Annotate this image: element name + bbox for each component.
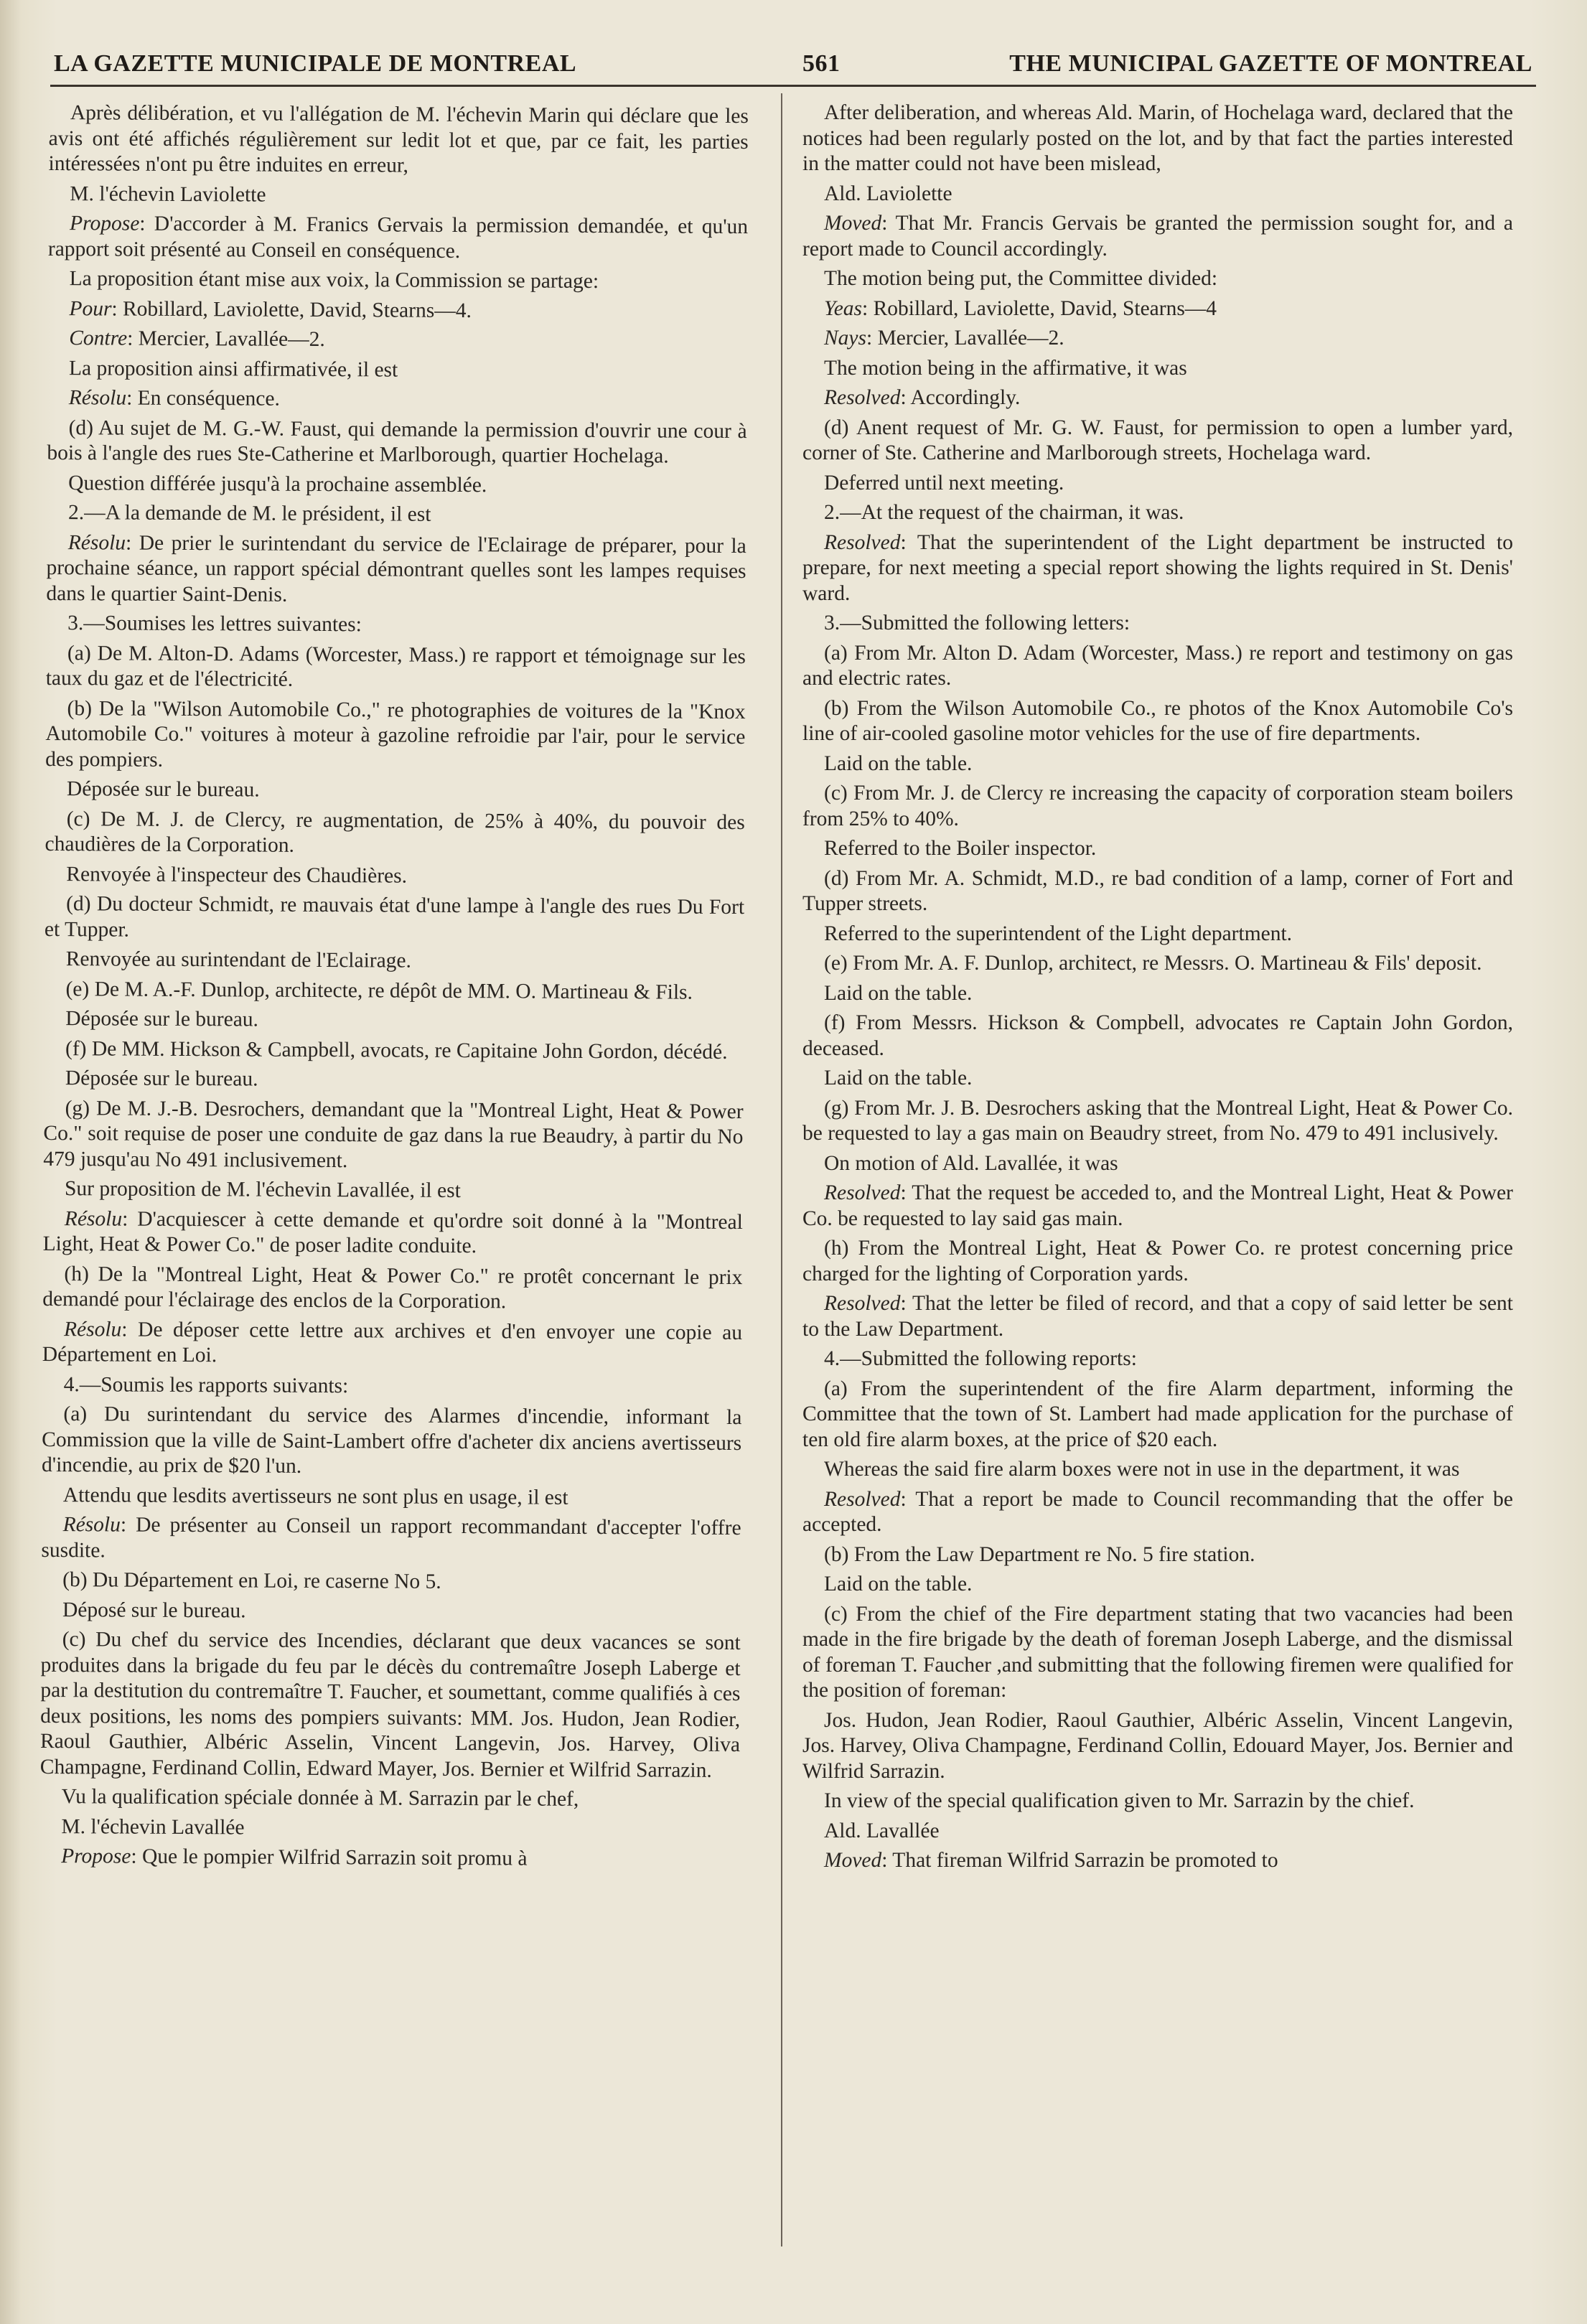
motion-label: Résolu: [63, 1317, 122, 1341]
paragraph-text: : Robillard, Laviolette, David, Stearns—4: [862, 296, 1217, 320]
paragraph-text: : That a report be made to Council recommanding that the offer be accepted.: [802, 1487, 1513, 1536]
paragraph: [802, 326, 1513, 352]
paragraph: [802, 1151, 1513, 1177]
paragraph-text: Referred to the Boiler inspector.: [824, 837, 1097, 860]
paragraph-text: On motion of Ald. Lavallée, it was: [824, 1151, 1118, 1175]
paragraph: [44, 1066, 744, 1095]
paragraph: [41, 1597, 741, 1626]
paragraph: [802, 1848, 1513, 1874]
page-number: 561: [802, 50, 841, 77]
paragraph-text: Attendu que lesdits avertisseurs ne sont plus en usage, il est: [62, 1483, 568, 1509]
paragraph-text: Laid on the table.: [824, 981, 973, 1005]
paragraph-text: (f) From Messrs. Hickson & Compbell, advocates re Captain John Gordon, deceased.: [802, 1011, 1513, 1060]
paragraph-text: Renvoyée au surintendant de l'Eclairage.: [65, 947, 412, 973]
paragraph: [43, 1095, 744, 1176]
motion-label: Moved: [824, 212, 882, 235]
paragraph-text: (g) From Mr. J. B. Desrochers asking that the Montreal Light, Heat & Power Co. be requested to lay a gas main on Beaudry street, from No. 479 to 491 inclusively.: [802, 1096, 1513, 1145]
paragraph: [47, 385, 747, 415]
paragraph-text: Laid on the table.: [824, 751, 973, 775]
paragraph: [47, 500, 746, 530]
paragraph: [802, 416, 1513, 467]
paragraph-text: 3.—Submitted the following letters:: [824, 612, 1130, 634]
paragraph-text: (g) De M. J.-B. Desrochers, demandant que la "Montreal Light, Heat & Power Co." soit requise de poser une conduite de gaz dans la rue Beaudry, à partir du No 479 jusqu'au No 491 inclusivement.: [43, 1096, 744, 1172]
paragraph-text: (d) Anent request of Mr. G. W. Faust, for permission to open a lumber yard, corner of Ste. Catherine and Marlborough streets, Hochelaga ward.: [802, 416, 1513, 464]
paragraph: [802, 1181, 1513, 1232]
paragraph: [43, 1176, 743, 1206]
paragraph-text: Referred to the superintendent of the Light department.: [824, 922, 1293, 945]
paragraph-text: : En conséquence.: [126, 386, 281, 411]
paragraph-text: : De prier le surintendant du service de l'Eclairage de préparer, pour la prochaine séance, un rapport spécial démontrant quelles sont les lampes requises dans le quartier Saint-Denis.: [46, 531, 746, 606]
paragraph: [46, 611, 746, 640]
paragraph: [47, 415, 746, 469]
paragraph-text: Sur proposition de M. l'échevin Lavallée, il est: [64, 1177, 461, 1203]
motion-label: Pour: [69, 296, 112, 320]
motion-label: Nays: [824, 327, 866, 350]
paragraph-text: In view of the special qualification given to Mr. Sarrazin by the chief.: [824, 1789, 1415, 1812]
paragraph-text: (b) From the Wilson Automobile Co., re photos of the Knox Automobile Co's line of air-cooled gasoline motor vehicles for the use of fire departments.: [802, 696, 1513, 745]
paragraph-text: (c) Du chef du service des Incendies, déclarant que deux vacances se sont produites dans la brigade du feu par le décès du contremaître Joseph Laberge et par la destitution du contremaître T. Faucher, et soumettant, comme qualifiés à ces deux positions, les noms des pompiers suivants: MM. Jos. Hudon, Jean Rodier, Raoul Gauthier, Albéric Asselin, Vincent Langevin, Jos. Harvey, Oliva Champagne, Ferdinand Collin, Edward Mayer, Jos. Bernier et Wilfrid Sarrazin.: [39, 1628, 741, 1782]
paragraph-text: 4.—Soumis les rapports suivants:: [63, 1372, 349, 1397]
paragraph-text: : Mercier, Lavallée—2.: [127, 327, 325, 352]
paragraph: [802, 500, 1513, 526]
paragraph: [802, 471, 1513, 497]
paragraph-text: The motion being put, the Committee divided:: [824, 267, 1218, 290]
paragraph: [802, 1487, 1513, 1538]
paragraph-text: (c) From the chief of the Fire department stating that two vacancies had been made in the fire brigade by the death of foreman Joseph Laberge, and the dismissal of foreman T. Faucher ,and submitting that the following firemen were qualified for the position of foreman:: [802, 1602, 1513, 1702]
paragraph-text: 2.—A la demande de M. le président, il est: [67, 501, 431, 526]
paragraph: [802, 1291, 1513, 1342]
paragraph: [39, 1844, 739, 1873]
paragraph: [44, 1036, 744, 1065]
paragraph-text: : That the superintendent of the Light department be instructed to prepare, for next meeting a special report showing the lights required in St. Denis' ward.: [802, 530, 1513, 605]
paragraph: [802, 1819, 1513, 1845]
paragraph: [46, 640, 746, 695]
english-column: [802, 100, 1513, 1878]
paragraph-text: Déposée sur le bureau.: [65, 1007, 259, 1031]
paragraph: [45, 891, 744, 946]
motion-label: Résolu: [62, 1513, 121, 1537]
paragraph-text: Après délibération, et vu l'allégation de M. l'échevin Marin qui déclare que les avis ont été affichés régulièrement sur ledit lot et que, par ce fait, les parties intéressées n'ont pu être induites en erreur,: [48, 101, 749, 177]
paragraph-text: Ald. Lavallée: [824, 1819, 940, 1842]
paragraph: [45, 947, 744, 976]
paragraph-text: (e) From Mr. A. F. Dunlop, architect, re Messrs. O. Martineau & Fils' deposit.: [824, 952, 1482, 975]
paragraph: [802, 1602, 1513, 1704]
motion-label: Yeas: [824, 296, 863, 320]
paragraph: [802, 1789, 1513, 1814]
paragraph-text: (h) De la "Montreal Light, Heat & Power Co." re protêt concernant le prix demandé pour l'éclairage des enclos de la Corporation.: [42, 1262, 743, 1313]
paragraph: [802, 1457, 1513, 1483]
paragraph-text: Jos. Hudon, Jean Rodier, Raoul Gauthier, Albéric Asselin, Vincent Langevin, Jos. Harvey, Oliva Champagne, Ferdinand Collin, Edouard Mayer, Jos. Bernier and Wilfrid Sarrazin.: [802, 1708, 1513, 1783]
paragraph-text: The motion being in the affirmative, it was: [824, 356, 1187, 380]
motion-label: Propose: [70, 212, 140, 235]
paragraph-text: : De présenter au Conseil un rapport recommandant d'accepter l'offre susdite.: [41, 1513, 741, 1562]
paragraph-text: Vu la qualification spéciale donnée à M. Sarrazin par le chef,: [61, 1785, 579, 1811]
paragraph-text: (b) From the Law Department re No. 5 fire station.: [824, 1542, 1255, 1566]
paragraph-text: (a) De M. Alton-D. Adams (Worcester, Mass.) re rapport et témoignage sur les taux du gaz et de l'électricité.: [45, 641, 746, 691]
paragraph-text: : Mercier, Lavallée—2.: [866, 327, 1064, 350]
paragraph-text: Laid on the table.: [824, 1067, 973, 1090]
paragraph: [48, 211, 748, 266]
paragraph: [802, 530, 1513, 607]
paragraph: [44, 1006, 744, 1036]
paragraph-text: (c) From Mr. J. de Clercy re increasing the capacity of corporation steam boilers from 25% to 40%.: [802, 782, 1513, 830]
paragraph-text: : That the letter be filed of record, and that a copy of said letter be sent to the Law Department.: [802, 1292, 1513, 1341]
paragraph: [41, 1512, 741, 1567]
paragraph-text: Ald. Laviolette: [824, 182, 952, 205]
paragraph: [42, 1316, 742, 1371]
paragraph-text: Déposé sur le bureau.: [62, 1598, 246, 1622]
paragraph: [46, 530, 746, 610]
paragraph: [42, 1402, 742, 1482]
column-divider: [781, 93, 782, 2246]
paragraph: [802, 385, 1513, 411]
paragraph: [802, 182, 1513, 207]
paragraph: [802, 641, 1513, 692]
paragraph: [802, 696, 1513, 747]
paragraph: [802, 100, 1513, 177]
paragraph: [802, 751, 1513, 777]
page-header: [54, 44, 1532, 88]
paragraph-text: Question différée jusqu'à la prochaine assemblée.: [68, 471, 487, 497]
paragraph: [42, 1372, 742, 1401]
paragraph: [802, 266, 1513, 292]
motion-label: Resolved: [824, 530, 901, 554]
paragraph: [45, 806, 744, 861]
motion-label: Resolved: [824, 386, 901, 409]
paragraph-text: (f) De MM. Hickson & Campbell, avocats, re Capitaine John Gordon, décédé.: [65, 1036, 728, 1064]
paragraph: [802, 1346, 1513, 1372]
paragraph-text: M. l'échevin Laviolette: [70, 182, 266, 207]
paragraph: [40, 1627, 741, 1784]
paragraph-text: Déposée sur le bureau.: [65, 1067, 258, 1091]
paragraph-text: M. l'échevin Lavallée: [61, 1814, 245, 1839]
motion-label: Résolu: [64, 1206, 123, 1231]
paragraph-text: Laid on the table.: [824, 1573, 973, 1596]
paragraph: [48, 266, 748, 296]
paragraph-text: (b) Du Département en Loi, re caserne No 5.: [62, 1568, 441, 1593]
paragraph: [802, 611, 1513, 637]
french-column: [39, 100, 749, 1878]
paragraph: [802, 922, 1513, 947]
paragraph-text: La proposition ainsi affirmativée, il est: [68, 356, 398, 382]
paragraph: [47, 470, 746, 500]
paragraph: [39, 1814, 739, 1843]
motion-label: Resolved: [824, 1181, 901, 1204]
paragraph-text: : Que le pompier Wilfrid Sarrazin soit promu à: [131, 1845, 528, 1870]
paragraph: [41, 1568, 741, 1597]
paragraph: [802, 866, 1513, 917]
paragraph-text: : That Mr. Francis Gervais be granted the permission sought for, and a report made to Council accordingly.: [802, 212, 1513, 261]
paragraph-text: Renvoyée à l'inspecteur des Chaudières.: [66, 862, 408, 888]
motion-label: Moved: [824, 1849, 882, 1872]
paragraph: [802, 1011, 1513, 1062]
paragraph: [802, 951, 1513, 977]
paragraph: [48, 100, 749, 181]
paragraph-text: (d) Du docteur Schmidt, re mauvais état d'une lampe à l'angle des rues Du Fort et Tupper.: [44, 892, 745, 942]
paragraph-text: 2.—At the request of the chairman, it was.: [824, 501, 1184, 524]
paragraph-text: Deferred until next meeting.: [824, 471, 1064, 495]
paragraph: [802, 1066, 1513, 1092]
paragraph: [802, 1377, 1513, 1453]
paragraph: [42, 1261, 742, 1316]
paragraph-text: (d) Au sujet de M. G.-W. Faust, qui demande la permission d'ouvrir une cour à bois à l'angle des rues Ste-Catherine et Marlborough, quartier Hochelaga.: [47, 416, 747, 468]
paragraph-text: : De déposer cette lettre aux archives et d'en envoyer une copie au Département en Loi.: [42, 1318, 743, 1367]
paragraph: [45, 777, 745, 806]
paragraph-text: 3.—Soumises les lettres suivantes:: [67, 612, 362, 637]
paragraph-text: Whereas the said fire alarm boxes were not in use in the department, it was: [824, 1458, 1460, 1481]
paragraph: [802, 1236, 1513, 1287]
paragraph-text: (a) From the superintendent of the fire Alarm department, informing the Committee that the town of St. Lambert had made application for the purchase of ten old fire alarm boxes, at the price of $20 each.: [802, 1377, 1513, 1451]
paragraph: [43, 1206, 743, 1260]
paragraph-text: (a) Du surintendant du service des Alarmes d'incendie, informant la Commission que la ville de Saint-Lambert offre d'acheter dix anciens avertisseurs d'incendie, au prix de $20 l'un.: [41, 1402, 742, 1478]
paragraph-text: (h) From the Montreal Light, Heat & Power Co. re protest concerning price charged for the lighting of Corporation yards.: [802, 1237, 1513, 1285]
paragraph: [802, 1096, 1513, 1147]
paragraph: [45, 861, 744, 891]
paragraph: [45, 695, 746, 776]
paragraph-text: : That the request be acceded to, and the Montreal Light, Heat & Power Co. be requested to lay said gas main.: [802, 1181, 1513, 1230]
paragraph-text: (c) De M. J. de Clercy, re augmentation, de 25% à 40%, du pouvoir des chaudières de la Corporation.: [45, 807, 745, 857]
paragraph: [802, 781, 1513, 832]
paragraph: [47, 326, 747, 355]
paragraph-text: (a) From Mr. Alton D. Adam (Worcester, Mass.) re report and testimony on gas and electric rates.: [802, 641, 1513, 690]
paragraph: [48, 181, 748, 210]
paragraph: [802, 296, 1513, 322]
motion-label: Resolved: [824, 1487, 901, 1511]
paragraph: [802, 211, 1513, 262]
paragraph: [47, 296, 747, 325]
motion-label: Résolu: [68, 386, 127, 410]
paragraph: [802, 1542, 1513, 1568]
paragraph-text: 4.—Submitted the following reports:: [824, 1347, 1137, 1370]
motion-label: Contre: [69, 327, 128, 350]
paragraph-text: (d) From Mr. A. Schmidt, M.D., re bad condition of a lamp, corner of Fort and Tupper streets.: [802, 866, 1513, 915]
header-english-title: THE MUNICIPAL GAZETTE OF MONTREAL: [1009, 50, 1532, 77]
paragraph: [802, 356, 1513, 382]
paragraph: [42, 1482, 741, 1512]
paragraph: [802, 836, 1513, 862]
paragraph-text: : Robillard, Laviolette, David, Stearns—4.: [111, 296, 472, 322]
header-rule: [50, 85, 1536, 87]
paragraph: [40, 1784, 740, 1814]
paragraph-text: After deliberation, and whereas Ald. Marin, of Hochelaga ward, declared that the notices had been regularly posted on the lot, and by that fact the parties interested in the matter could not have been mislead,: [802, 101, 1513, 175]
paragraph: [802, 981, 1513, 1007]
header-french-title: LA GAZETTE MUNICIPALE DE MONTREAL: [54, 50, 577, 77]
motion-label: Résolu: [67, 530, 126, 555]
paragraph-text: : That fireman Wilfrid Sarrazin be promoted to: [881, 1849, 1278, 1872]
paragraph-text: : Accordingly.: [900, 386, 1021, 409]
paragraph: [47, 355, 747, 385]
paragraph-text: (e) De M. A.-F. Dunlop, architecte, re dépôt de MM. O. Martineau & Fils.: [65, 977, 693, 1004]
motion-label: Resolved: [824, 1292, 901, 1315]
paragraph-text: : D'acquiescer à cette demande et qu'ordre soit donné à la "Montreal Light, Heat & Power Co." de poser ladite conduite.: [42, 1207, 743, 1258]
paragraph: [802, 1572, 1513, 1598]
paragraph: [802, 1708, 1513, 1785]
paragraph: [44, 976, 744, 1006]
motion-label: Propose: [61, 1845, 131, 1868]
paragraph-text: La proposition étant mise aux voix, la Commission se partage:: [69, 267, 599, 294]
paragraph-text: : D'accorder à M. Franics Gervais la permission demandée, et qu'un rapport soit présenté au Conseil en conséquence.: [47, 212, 749, 263]
paragraph-text: Déposée sur le bureau.: [66, 777, 260, 802]
paragraph-text: (b) De la "Wilson Automobile Co.," re photographies de voitures de la "Knox Automobile Co." voitures à moteur à gazoline refroidie par l'air, pour le service des pompiers.: [45, 696, 746, 772]
